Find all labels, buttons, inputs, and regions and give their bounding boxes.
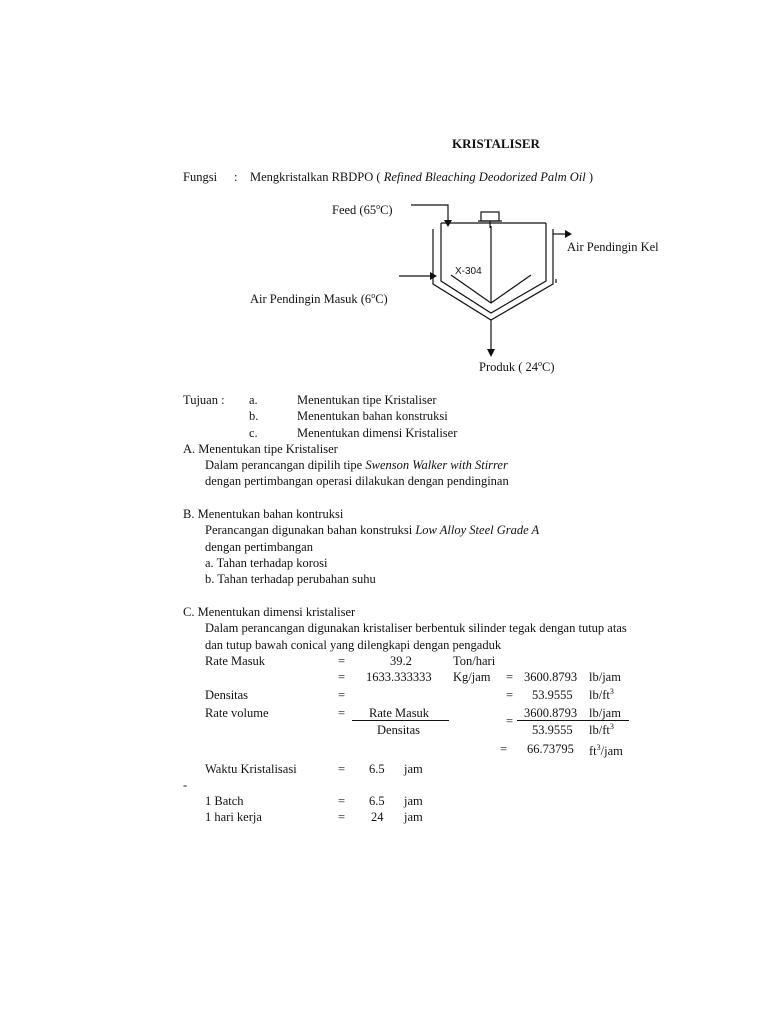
tujuan-item-b: Menentukan bahan konstruksi — [297, 409, 448, 423]
densitas-unit: $lb/ft^3$ — [589, 687, 614, 702]
rate-lb-value: 3600.8793 — [524, 670, 578, 684]
equals-sign: = — [338, 794, 346, 808]
waktu-unit: jam — [404, 762, 423, 776]
air-keluar-label: Air Pendingin Kel — [567, 240, 659, 254]
densitas-label: Densitas — [205, 688, 249, 702]
section-a-heading: A. Menentukan tipe Kristaliser — [183, 442, 338, 456]
motor-icon — [481, 212, 499, 221]
fungsi-text: Mengkristalkan RBDPO ( Refined Bleaching Deodorized Palm Oil ) — [250, 170, 594, 184]
section-b-item-b: b. Tahan terhadap perubahan suhu — [205, 572, 376, 586]
rate-kg-unit: Kg/jam — [453, 670, 491, 684]
tujuan-letter-b: b. — [249, 409, 259, 423]
tujuan-letter-c: c. — [249, 426, 258, 440]
fraction2-numerator-unit: lb/jam — [589, 706, 621, 720]
section-b-line2: dengan pertimbangan — [205, 540, 313, 554]
equals-sign: = — [500, 742, 508, 756]
air-masuk-label: Air Pendingin Masuk (6$^o$C) — [250, 291, 388, 306]
hari-kerja-unit: jam — [404, 810, 423, 824]
produk-label: Produk ( 24$^o$C) — [479, 359, 555, 374]
jacket-outline — [433, 229, 553, 320]
fraction2-denominator: 53.9555 — [532, 723, 573, 737]
densitas-value: 53.9555 — [532, 688, 573, 702]
waktu-label: Waktu Kristalisasi — [205, 762, 297, 776]
feed-label: Feed (65$^o$C) — [332, 202, 393, 217]
equals-sign: = — [506, 688, 514, 702]
equals-sign: = — [338, 654, 346, 668]
equals-sign: = — [338, 706, 346, 720]
fungsi-colon: : — [234, 170, 238, 184]
hari-kerja-value: 24 — [371, 810, 384, 824]
equals-sign: = — [338, 810, 346, 824]
section-b-line1: Perancangan digunakan bahan konstruksi Low Alloy Steel Grade A — [205, 523, 540, 537]
section-b-heading: B. Menentukan bahan kontruksi — [183, 507, 344, 521]
feed-arrow — [411, 205, 448, 220]
fraction2-line — [517, 720, 629, 721]
equals-sign: = — [338, 688, 346, 702]
rate-kg-value: 1633.333333 — [366, 670, 432, 684]
rate-masuk-value: 39.2 — [390, 654, 412, 668]
fungsi-label: Fungsi — [183, 170, 218, 184]
tujuan-item-c: Menentukan dimensi Kristaliser — [297, 426, 458, 440]
equals-sign: = — [338, 762, 346, 776]
section-c-line2: dan tutup bawah conical yang dilengkapi dengan pengaduk — [205, 638, 502, 652]
section-a-line1: Dalam perancangan dipilih tipe Swenson Walker with Stirrer — [205, 458, 508, 472]
batch-unit: jam — [404, 794, 423, 808]
rate-masuk-label: Rate Masuk — [205, 654, 266, 668]
tujuan-letter-a: a. — [249, 393, 258, 407]
equals-sign: = — [338, 670, 346, 684]
waktu-value: 6.5 — [369, 762, 385, 776]
unit-code: X-304 — [455, 266, 482, 277]
fraction2-numerator: 3600.8793 — [524, 706, 578, 720]
rate-lb-unit: lb/jam — [589, 670, 621, 684]
rate-masuk-unit: Ton/hari — [453, 654, 496, 668]
section-a-line2: dengan pertimbangan operasi dilakukan dengan pendinginan — [205, 474, 509, 488]
section-c-line1: Dalam perancangan digunakan kristaliser berbentuk silinder tegak dengan tutup atas — [205, 621, 627, 635]
fraction-denominator: Densitas — [377, 723, 421, 737]
batch-value: 6.5 — [369, 794, 385, 808]
fraction-numerator: Rate Masuk — [369, 706, 430, 720]
rate-volume-unit: $ft^3$/jam — [589, 743, 623, 758]
tujuan-label: Tujuan : — [183, 393, 225, 407]
section-c-heading: C. Menentukan dimensi kristaliser — [183, 605, 356, 619]
dash-mark: - — [183, 778, 188, 792]
tujuan-item-a: Menentukan tipe Kristaliser — [297, 393, 437, 407]
rate-volume-result: 66.73795 — [527, 742, 574, 756]
equals-sign: = — [506, 670, 514, 684]
fraction-line — [352, 720, 449, 721]
batch-label: 1 Batch — [205, 794, 244, 808]
rate-volume-label: Rate volume — [205, 706, 269, 720]
section-b-item-a: a. Tahan terhadap korosi — [205, 556, 328, 570]
fraction2-denominator-unit: $lb/ft^3$ — [589, 722, 614, 737]
page-title: KRISTALISER — [452, 136, 540, 151]
equals-sign: = — [506, 714, 514, 728]
hari-kerja-label: 1 hari kerja — [205, 810, 262, 824]
